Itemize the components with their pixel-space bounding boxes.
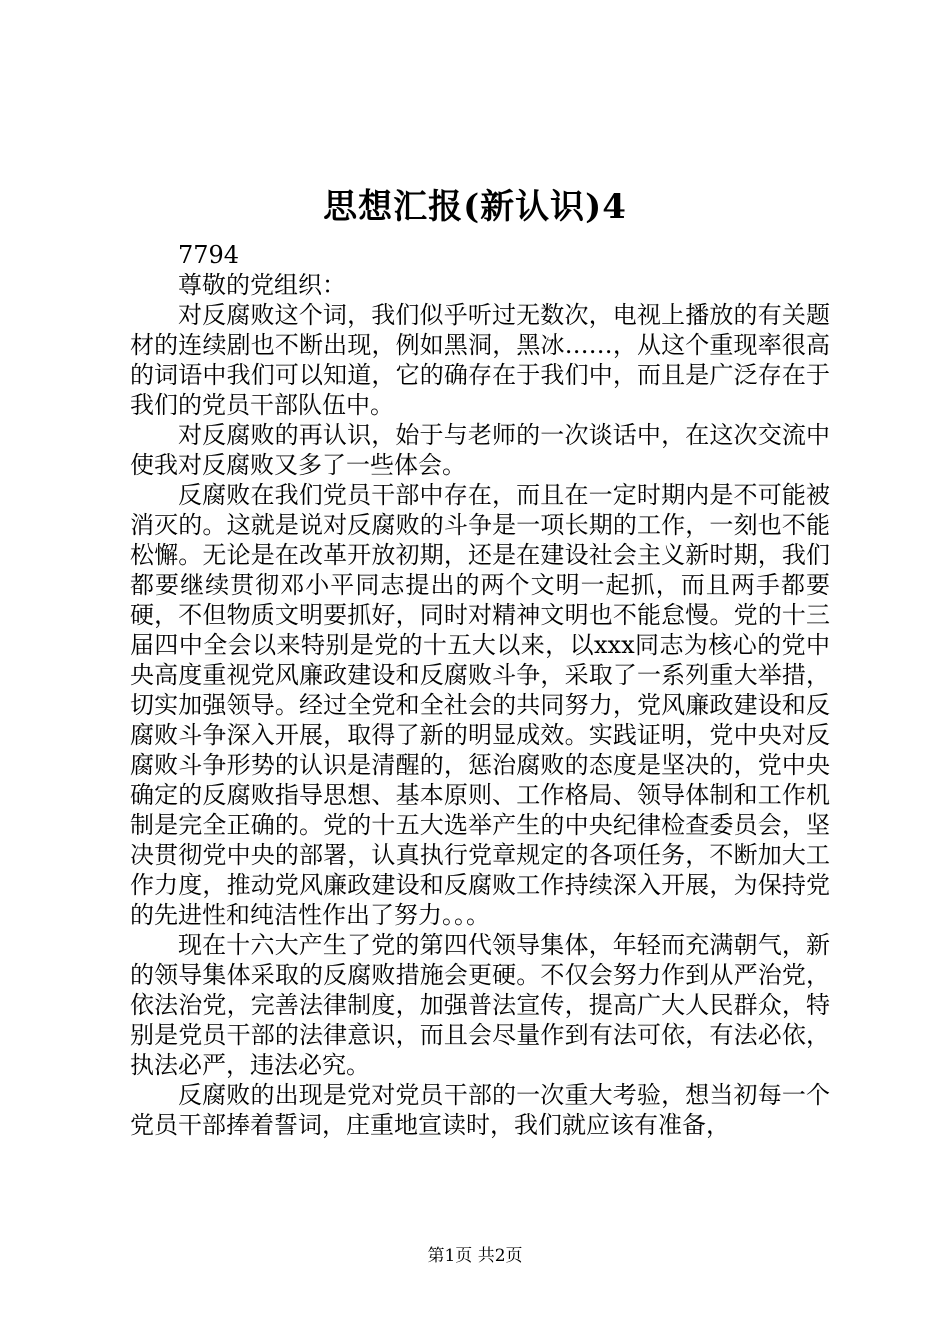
paragraph-1: 对反腐败这个词，我们似乎听过无数次，电视上播放的有关题材的连续剧也不断出现，例如黑洞，黑冰……，从这个重现率很高的词语中我们可以知道，它的确存在于我们中，而且是广泛存在于我们的党员干部队伍中。 xyxy=(130,301,830,419)
document-body xyxy=(130,240,830,1140)
page-footer: 第1页 共2页 xyxy=(427,1246,523,1266)
paragraph-2: 对反腐败的再认识，始于与老师的一次谈话中，在这次交流中使我对反腐败又多了一些体会。 xyxy=(130,421,830,479)
paragraph-5: 反腐败的出现是党对党员干部的一次重大考验，想当初每一个党员干部捧着誓词，庄重地宣读时，我们就应该有准备， xyxy=(130,1081,830,1139)
document-number: 7794 xyxy=(178,241,240,269)
document-title: 思想汇报(新认识)4 xyxy=(323,187,627,227)
paragraph-4: 现在十六大产生了党的第四代领导集体，年轻而充满朝气，新的领导集体采取的反腐败措施会更硬。不仅会努力作到从严治党，依法治党，完善法律制度，加强普法宣传，提高广大人民群众，特别是党员干部的法律意识，而且会尽量作到有法可依，有法必依，执法必严，违法必究。 xyxy=(130,931,830,1079)
salutation: 尊敬的党组织： xyxy=(178,271,346,299)
paragraph-3: 反腐败在我们党员干部中存在，而且在一定时期内是不可能被消灭的。这就是说对反腐败的斗争是一项长期的工作，一刻也不能松懈。无论是在改革开放初期，还是在建设社会主义新时期，我们都要继续贯彻邓小平同志提出的两个文明一起抓，而且两手都要硬，不但物质文明要抓好，同时对精神文明也不能怠慢。党的十三届四中全会以来特别是党的十五大以来，以xxx同志为核心的党中央高度重视党风廉政建设和反腐败斗争，采取了一系列重大举措，切实加强领导。经过全党和全社会的共同努力，党风廉政建设和反腐败斗争深入开展，取得了新的明显成效。实践证明，党中央对反腐败斗争形势的认识是清醒的，惩治腐败的态度是坚决的，党中央确定的反腐败指导思想、基本原则、工作格局、领导体制和工作机制是完全正确的。党的十五大选举产生的中央纪律检查委员会，坚决贯彻党中央的部署，认真执行党章规定的各项任务，不断加大工作力度，推动党风廉政建设和反腐败工作持续深入开展，为保持党的先进性和纯洁性作出了努力。。。 xyxy=(130,481,830,929)
